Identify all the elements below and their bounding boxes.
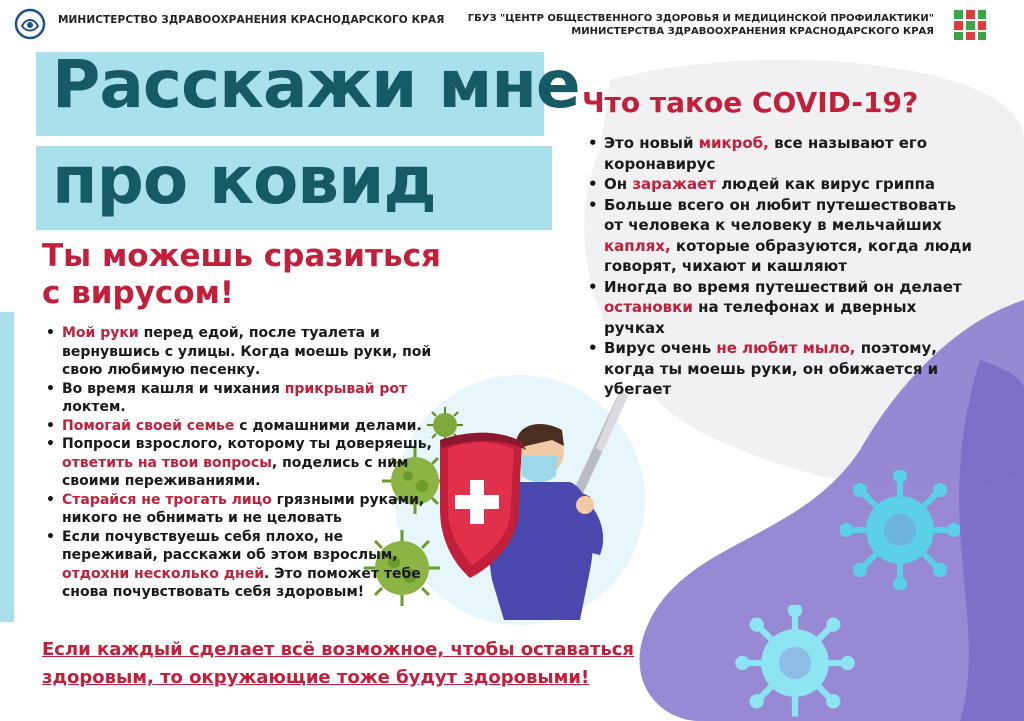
boy-with-shield-illustration	[430, 390, 630, 620]
center-logo-icon	[952, 8, 988, 42]
page-title-line1: Расскажи мне	[52, 46, 580, 123]
cyan-virus-bottom-icon	[730, 605, 860, 721]
list-item: • Это новый микроб, все называют его коронавирус	[588, 133, 978, 174]
highlight-text: Старайся не трогать лицо	[62, 491, 272, 508]
list-item: • Иногда во время путешествий он делает остановки на телефонах и дверных ручках	[588, 277, 978, 339]
highlight-text: каплях,	[604, 236, 671, 255]
subtitle-line1: Ты можешь сразиться	[42, 238, 441, 274]
center-header-line1: ГБУЗ "ЦЕНТР ОБЩЕСТВЕННОГО ЗДОРОВЬЯ И МЕДИЦИНСКОЙ ПРОФИЛАКТИКИ"	[467, 13, 934, 24]
highlight-text: ответить на твои вопросы	[62, 454, 272, 471]
highlight-text: микроб,	[698, 134, 769, 152]
subtitle-line2: с вирусом!	[42, 275, 235, 311]
page-title-line2: про ковид	[52, 142, 436, 219]
list-item: • Мой руки перед едой, после туалета и вернувшись с улицы. Когда моешь руки, пой свою любимую песенку.	[46, 324, 441, 380]
list-item: • Старайся не трогать лицо грязными руками, никого не обнимать и не целовать	[46, 491, 441, 528]
highlight-text: отдохни несколько дней	[62, 565, 265, 582]
advice-list	[46, 324, 441, 602]
highlight-text: Помогай своей семье	[62, 417, 235, 434]
footer-line2: здоровым, то окружающие тоже будут здоровыми!	[42, 667, 590, 688]
covid-question-heading: Что такое COVID-19?	[582, 86, 919, 119]
highlight-text: заражает	[632, 175, 716, 193]
highlight-text: Мой руки	[62, 325, 139, 341]
footer-line1: Если каждый сделает всё возможное, чтобы оставаться	[42, 639, 634, 660]
footer-message	[42, 636, 642, 692]
list-item: • Больше всего он любит путешествовать от человека к человеку в мельчайших каплях, которые образуются, когда люди говорят, чихают и кашляют	[588, 195, 978, 277]
list-item: • Помогай своей семье с домашними делами.	[46, 417, 441, 436]
highlight-text: остановки	[604, 298, 693, 316]
highlight-text: не любит мыло,	[716, 339, 856, 357]
list-item: • Попроси взрослого, которому ты доверяешь, ответить на твои вопросы, поделись с ним своими переживаниями.	[46, 435, 441, 491]
ministry-header-text: МИНИСТЕРСТВО ЗДРАВООХРАНЕНИЯ КРАСНОДАРСКОГО КРАЯ	[58, 14, 445, 26]
cyan-virus-large-icon	[840, 470, 960, 590]
highlight-text: прикрывай рот	[284, 380, 408, 397]
list-item: • Если почувствуешь себя плохо, не переживай, расскажи об этом взрослым, отдохни несколько дней. Это поможет тебе снова почувствовать себя здоровым!	[46, 528, 441, 602]
list-item: • Вирус очень не любит мыло, поэтому, когда ты моешь руки, он обижается и убегает	[588, 338, 978, 400]
center-header-line2: МИНИСТЕРСТВА ЗДРАВООХРАНЕНИЯ КРАСНОДАРСКОГО КРАЯ	[571, 26, 934, 37]
subtitle	[42, 238, 512, 312]
list-item: • Он заражает людей как вирус гриппа	[588, 174, 978, 195]
covid-facts-list	[588, 133, 978, 400]
list-item: • Во время кашля и чихания прикрывай рот локтем.	[46, 380, 441, 417]
ministry-logo-icon	[14, 8, 46, 40]
center-header-text	[468, 12, 934, 38]
